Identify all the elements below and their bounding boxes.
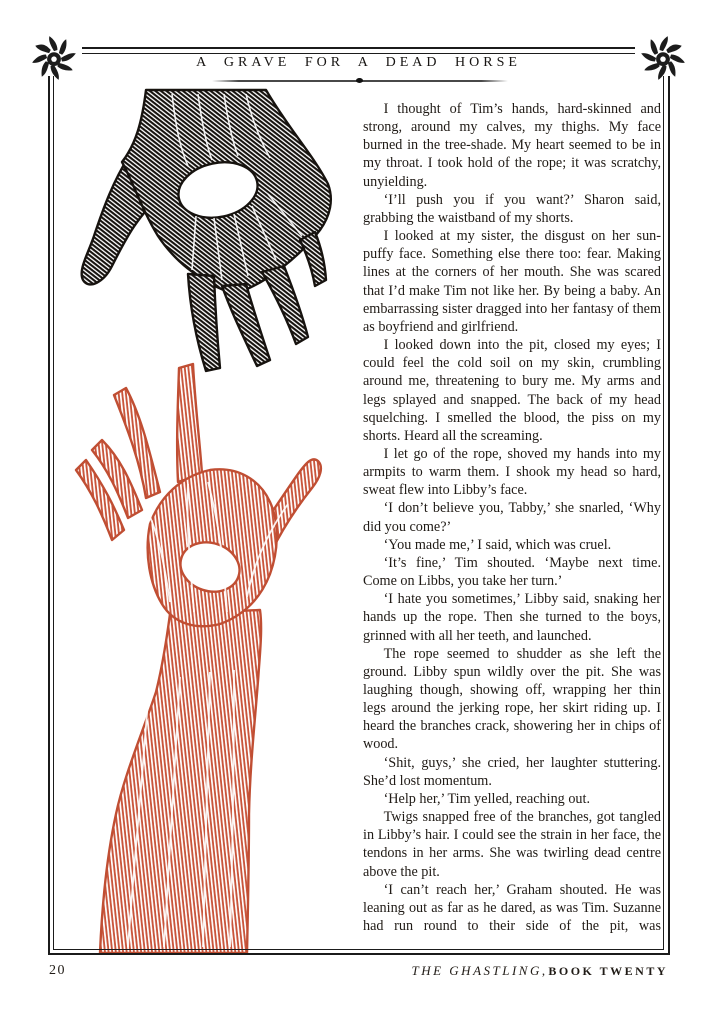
story-paragraph: ‘You made me,’ I said, which was cruel. bbox=[383, 536, 612, 553]
anatomical-arm-orange-illustration bbox=[62, 362, 362, 953]
rule-center-dot bbox=[356, 78, 363, 83]
story-paragraph: ‘I can’t reach her,’ Graham shouted. He was leaning out as far as he dared, as was Tim. Suzanne had run round to their side of the pit, was bbox=[363, 881, 661, 935]
header-double-rule bbox=[82, 47, 635, 54]
story-paragraph: ‘I’ll push you if you want?’ Sharon said, grabbing the waistband of my shorts. bbox=[363, 191, 661, 226]
title-rule bbox=[212, 80, 508, 82]
bug-ornament-icon bbox=[31, 35, 77, 81]
anatomical-hand-black-illustration bbox=[76, 88, 350, 376]
journal-title: THE GHASTLING bbox=[411, 963, 542, 978]
story-text-column bbox=[363, 100, 661, 945]
story-paragraph: I looked at my sister, the disgust on her sun-puffy face. Something else there too: fear. Making lines at the corners of her mouth. She was scared that I’d make Tim not like her. By being a baby. An embarrassing sister dragged into her fantasy of them as boyfriend and girlfriend. bbox=[363, 228, 661, 335]
story-paragraph: I thought of Tim’s hands, hard-skinned and strong, around my calves, my thighs. My face burned in the tree-shade. My heart seemed to be in my throat. I took hold of the rope; it was scratchy, unyielding. bbox=[363, 101, 661, 190]
bug-ornament-icon bbox=[640, 35, 686, 81]
footer-separator: , bbox=[541, 963, 546, 978]
volume-label: BOOK TWENTY bbox=[548, 964, 668, 978]
story-paragraph: ‘It’s fine,’ Tim shouted. ‘Maybe next time. Come on Libbs, you take her turn.’ bbox=[363, 554, 661, 590]
story-paragraph: Twigs snapped free of the branches, got tangled in Libby’s hair. I could see the strain in her face, the tendons in her arms. She was twirling dead centre above the pit. bbox=[363, 809, 661, 880]
running-footer bbox=[411, 963, 668, 979]
page-number: 20 bbox=[49, 963, 66, 978]
story-paragraph: ‘I hate you sometimes,’ Libby said, snaking her hands up the rope. Then she turned to the boys, grinned with all her teeth, and launched. bbox=[363, 591, 661, 644]
story-paragraph: I let go of the rope, shoved my hands into my armpits to warm them. I shook my head so hard, sweat flew into Libby’s face. bbox=[363, 445, 661, 499]
chapter-title: A GRAVE FOR A DEAD HORSE bbox=[196, 55, 521, 70]
story-paragraph: I looked down into the pit, closed my eyes; I could feel the cold soil on my skin, crumbling around me, threatening to bury me. My arms and legs splayed and snapped. The back of my head squelching. I smelled the blood, the piss on my shorts. Heard all the screaming. bbox=[363, 337, 661, 444]
story-paragraph: The rope seemed to shudder as she left the ground. Libby spun wildly over the pit. She was laughing though, showing off, wrapping her thin legs around the jerking rope, her skirt riding up. I heard the branches crack, showering her in chips of wood. bbox=[363, 645, 661, 753]
story-paragraph: ‘Help her,’ Tim yelled, reaching out. bbox=[383, 790, 590, 807]
story-paragraph: ‘Shit, guys,’ she cried, her laughter stuttering. She’d lost momentum. bbox=[363, 754, 661, 789]
story-paragraph: ‘I don’t believe you, Tabby,’ she snarled, ‘Why did you come?’ bbox=[363, 500, 661, 535]
